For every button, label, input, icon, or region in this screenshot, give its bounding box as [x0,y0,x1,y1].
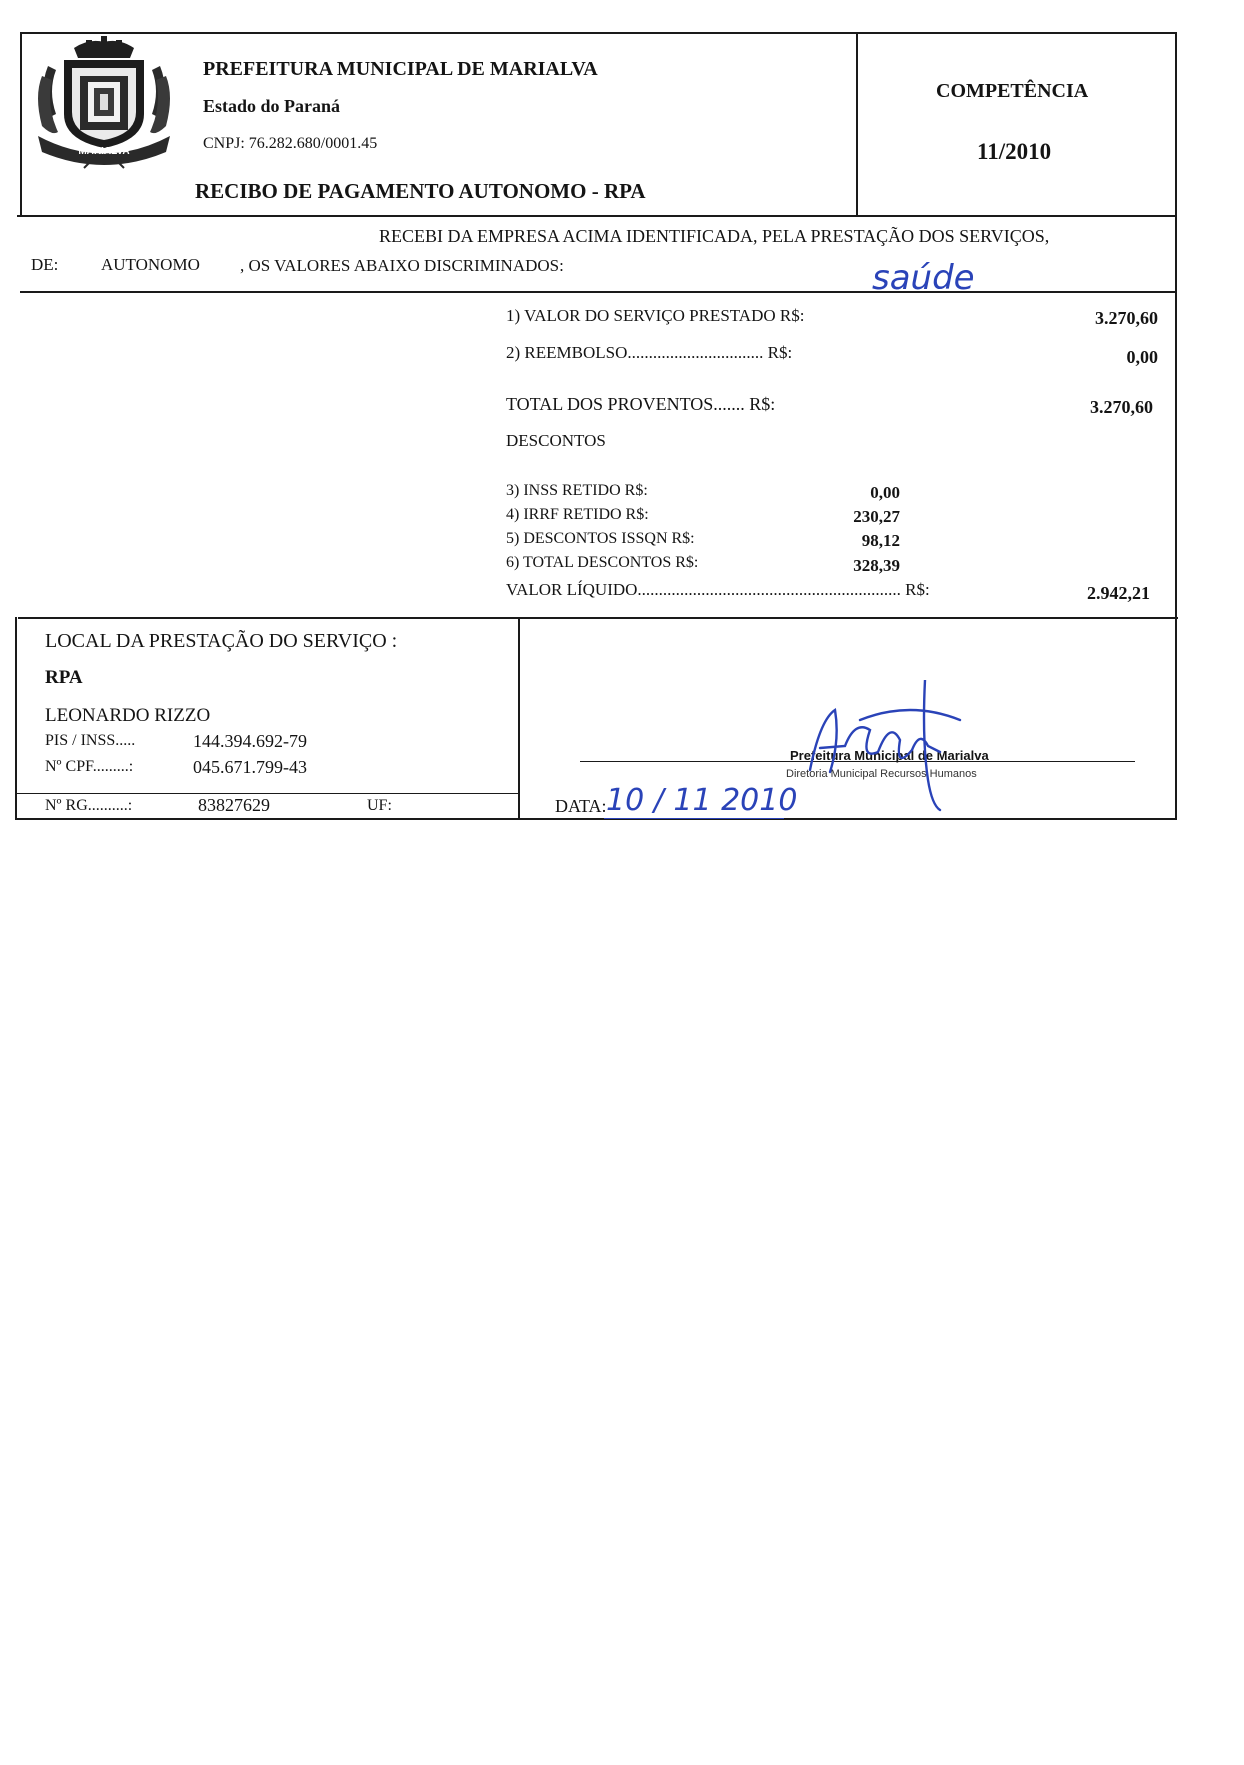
cpf-label: Nº CPF.........: [45,758,134,775]
rg-value: 83827629 [198,795,270,815]
total-earnings-label: TOTAL DOS PROVENTOS....... R$: [506,394,776,414]
discounts-heading: DESCONTOS [506,431,606,450]
handwritten-signature [800,680,980,815]
service-value: 3.270,60 [1095,308,1158,328]
net-value-label: VALOR LÍQUIDO.............................................................. R$: [506,580,930,599]
discount-label: 3) INSS RETIDO R$: [506,482,648,499]
competencia-value: 11/2010 [977,139,1052,164]
receipt-statement: RECEBI DA EMPRESA ACIMA IDENTIFICADA, PELA PRESTAÇÃO DOS SERVIÇOS, [379,226,1050,246]
header-divider [856,32,858,216]
pis-value: 144.394.692-79 [193,731,307,751]
discount-label: 5) DESCONTOS ISSQN R$: [506,530,695,547]
document-title: RECIBO DE PAGAMENTO AUTONOMO - RPA [195,179,646,203]
net-value: 2.942,21 [1087,583,1150,603]
frame-right [1175,32,1177,819]
service-value-label: 1) VALOR DO SERVIÇO PRESTADO R$: [506,306,805,325]
competencia-label: COMPETÊNCIA [936,80,1089,102]
date-label: DATA: [555,796,607,816]
discount-label: 4) IRRF RETIDO R$: [506,506,649,523]
bottom-left-vertical [15,617,17,819]
discount-value: 98,12 [861,531,900,550]
date-underline [604,818,784,819]
date-value: 10 / 11 2010 [606,783,798,818]
bottom-middle-vertical [518,617,520,819]
discount-value: 0,00 [870,483,900,502]
coat-of-arms-logo [34,36,174,170]
state-name: Estado do Paraná [203,96,341,116]
header-bottom-line [17,215,1177,217]
stamp-line-2: Diretoria Municipal Recursos Humanos [786,768,977,780]
values-text: , OS VALORES ABAIXO DISCRIMINADOS: [240,256,564,275]
pis-label: PIS / INSS..... [45,732,136,749]
discount-value: 230,27 [853,507,900,526]
org-name: PREFEITURA MUNICIPAL DE MARIALVA [203,58,598,80]
service-location-value: RPA [45,667,83,688]
from-value: AUTONOMO [101,255,200,274]
cpf-value: 045.671.799-43 [193,757,307,777]
rg-label: Nº RG..........: [45,797,133,814]
total-earnings-value: 3.270,60 [1090,397,1153,417]
values-bottom-line [18,617,1178,619]
uf-label: UF: [367,797,392,814]
stamp-line-1: Prefeitura Municipal de Marialva [790,748,989,763]
discount-label: 6) TOTAL DESCONTOS R$: [506,554,699,571]
frame-top [20,32,1177,34]
provider-name: LEONARDO RIZZO [45,705,211,726]
handwritten-service: saúde [872,258,975,298]
service-location-label: LOCAL DA PRESTAÇÃO DO SERVIÇO : [45,630,398,652]
cnpj: CNPJ: 76.282.680/0001.45 [203,135,378,152]
logo-banner-text: MARIALVA [78,146,130,157]
rg-row-top-line [15,793,520,794]
reimbursement-value: 0,00 [1126,347,1158,367]
frame-left [20,32,22,216]
reimbursement-label: 2) REEMBOLSO................................ R$: [506,343,793,362]
from-label: DE: [31,255,59,274]
frame-bottom [15,818,1177,820]
discount-value: 328,39 [853,556,900,575]
de-row-bottom-line [20,291,1177,293]
